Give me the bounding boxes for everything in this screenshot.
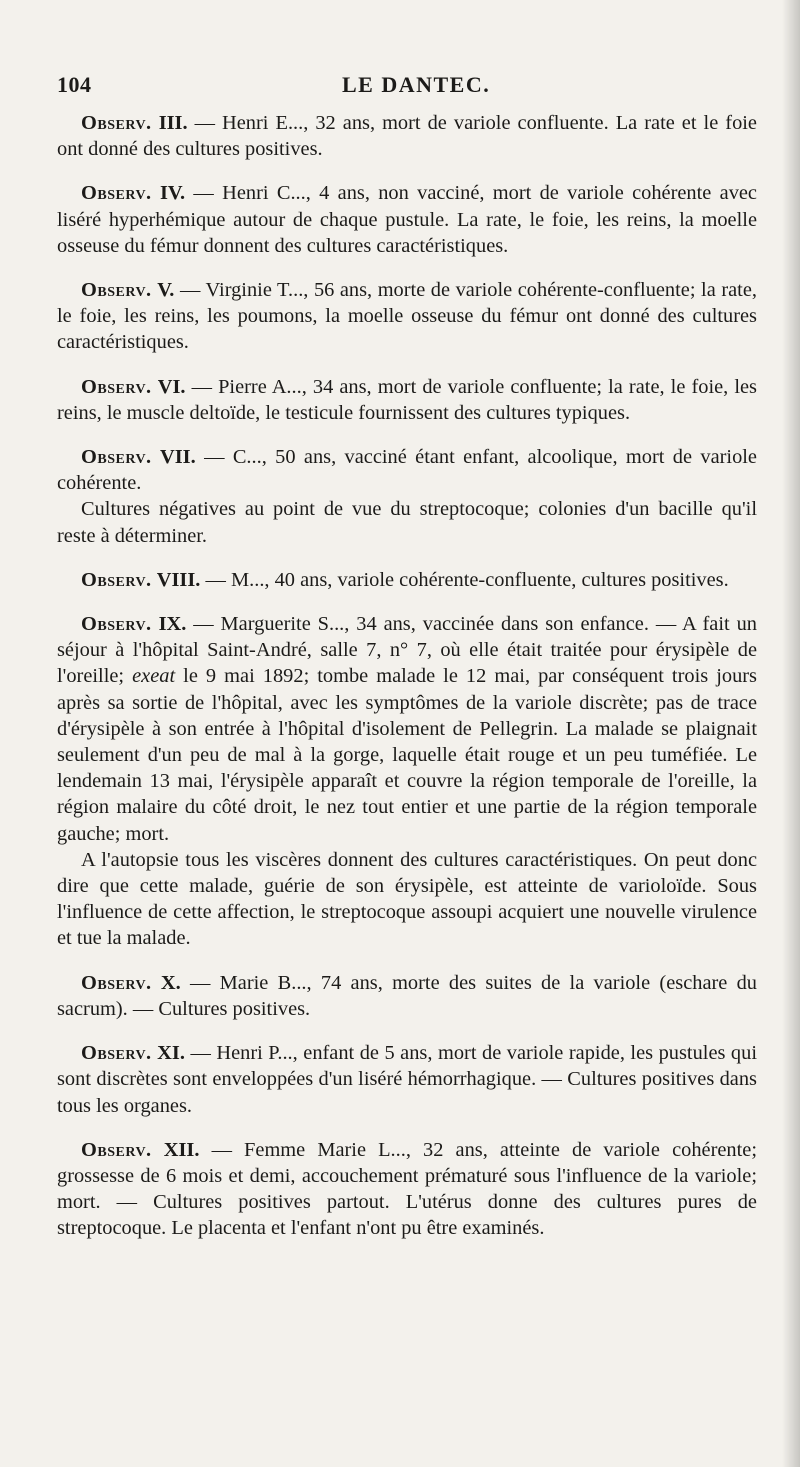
observation-paragraph bbox=[57, 110, 757, 162]
observation-number: VI. bbox=[157, 375, 186, 398]
observation-paragraph bbox=[57, 567, 757, 593]
page-body bbox=[57, 110, 757, 1260]
page-number: 104 bbox=[57, 72, 92, 97]
observation-5 bbox=[57, 277, 757, 356]
observation-label: Observ. bbox=[81, 112, 152, 134]
observation-12 bbox=[57, 1137, 757, 1242]
observation-6 bbox=[57, 374, 757, 426]
observation-label: Observ. bbox=[81, 971, 152, 994]
observation-7 bbox=[57, 444, 757, 549]
observation-label: Observ. bbox=[81, 375, 152, 398]
observation-label: Observ. bbox=[81, 613, 152, 636]
observation-paragraph bbox=[57, 611, 757, 847]
observation-11 bbox=[57, 1040, 757, 1119]
observation-text: — Pierre A..., 34 ans, mort de variole confluente; la rate, le foie, les reins, le muscle deltoïde, le testicule fournissent des cultures typiques. bbox=[57, 375, 757, 424]
observation-text: — Virginie T..., 56 ans, morte de variole cohérente-confluente; la rate, le foie, les reins, les poumons, la moelle osseuse du fémur ont donné des cultures caractéristiques. bbox=[57, 279, 757, 354]
observation-text: — Marie B..., 74 ans, morte des suites de la variole (eschare du sacrum). — Cultures positives. bbox=[57, 971, 757, 1020]
observation-text: — Femme Marie L..., 32 ans, atteinte de variole cohérente; grossesse de 6 mois et demi, accouchement prématuré sous l'influence de la variole; mort. — Cultures positives partout. L'utérus donne des cultures pures de streptocoque. Le placenta et l'enfant n'ont pu être examinés. bbox=[57, 1138, 757, 1240]
observation-number: VIII. bbox=[156, 568, 201, 591]
observation-paragraph bbox=[57, 374, 757, 426]
observation-text-part-b: le 9 mai 1892; tombe malade le 12 mai, par conséquent trois jours après sa sortie de l'hôpital, avec les symptômes de la variole discrète; pas de trace d'érysipèle à son entrée à l'hôpital d'isolement de Pellegrin. La malade se plaignait seulement d'un peu de mal à la gorge, laquelle était rouge et un peu tuméfiée. Le lendemain 13 mai, l'érysipèle apparaît et couvre la région temporale de l'oreille, la région malaire du côté droit, le nez tout entier et une partie de la région temporale gauche; mort. bbox=[57, 665, 757, 845]
observation-number: III. bbox=[158, 112, 188, 134]
observation-number: IX. bbox=[158, 613, 187, 636]
running-title: LE DANTEC. bbox=[342, 72, 491, 97]
observation-paragraph bbox=[57, 180, 757, 259]
observation-text: — Henri P..., enfant de 5 ans, mort de variole rapide, les pustules qui sont discrètes sont enveloppées d'un liséré hémorrhagique. — Cultures positives dans tous les organes. bbox=[57, 1042, 757, 1117]
observation-text: — M..., 40 ans, variole cohérente-confluente, cultures positives. bbox=[200, 568, 729, 591]
observation-label: Observ. bbox=[81, 1042, 152, 1065]
observation-10 bbox=[57, 970, 757, 1022]
observation-paragraph bbox=[57, 277, 757, 356]
observation-label: Observ. bbox=[81, 1138, 152, 1161]
observation-9 bbox=[57, 611, 757, 952]
observation-text-part-a: — Marguerite S..., 34 ans, vaccinée dans son enfance. — A fait un séjour à l'hôpital Saint-André, salle 7, n° 7, où elle était traitée pour érysipèle de l'oreille; bbox=[57, 613, 757, 688]
observation-paragraph bbox=[57, 444, 757, 496]
observation-number: X. bbox=[160, 971, 181, 994]
observation-number: V. bbox=[157, 279, 175, 302]
observation-label: Observ. bbox=[81, 568, 152, 591]
observation-number: VII. bbox=[160, 446, 196, 469]
observation-paragraph bbox=[57, 970, 757, 1022]
observation-number: XII. bbox=[163, 1138, 200, 1161]
observation-number: XI. bbox=[157, 1042, 185, 1065]
observation-extra-paragraph: A l'autopsie tous les viscères donnent des cultures caractéristiques. On peut donc dire que cette malade, guérie de son érysipèle, est atteinte de varioloïde. Sous l'influence de cette affection, le streptocoque assoupi acquiert une nouvelle virulence et tue la malade. bbox=[57, 848, 757, 950]
observation-extra-paragraph: Cultures négatives au point de vue du streptocoque; colonies d'un bacille qu'il reste à déterminer. bbox=[57, 498, 757, 547]
observation-label: Observ. bbox=[81, 182, 152, 205]
observation-text: — C..., 50 ans, vacciné étant enfant, alcoolique, mort de variole cohérente. bbox=[57, 446, 757, 495]
observation-paragraph bbox=[57, 1137, 757, 1242]
observation-label: Observ. bbox=[81, 446, 152, 469]
observation-3 bbox=[57, 110, 757, 162]
observation-8 bbox=[57, 567, 757, 593]
observation-italic-word: exeat bbox=[132, 665, 176, 688]
observation-text: — Henri C..., 4 ans, non vacciné, mort de variole cohérente avec liséré hyperhémique autour de chaque pustule. La rate, le foie, les reins, la moelle osseuse du fémur donnent des cultures caractéristiques. bbox=[57, 182, 757, 257]
observation-label: Observ. bbox=[81, 279, 152, 302]
page-edge-shadow bbox=[782, 0, 800, 1467]
page-header bbox=[57, 72, 757, 102]
observation-4 bbox=[57, 180, 757, 259]
observation-paragraph bbox=[57, 1040, 757, 1119]
observation-text: — Henri E..., 32 ans, mort de variole confluente. La rate et le foie ont donné des cultures positives. bbox=[57, 112, 757, 161]
observation-number: IV. bbox=[159, 182, 186, 205]
